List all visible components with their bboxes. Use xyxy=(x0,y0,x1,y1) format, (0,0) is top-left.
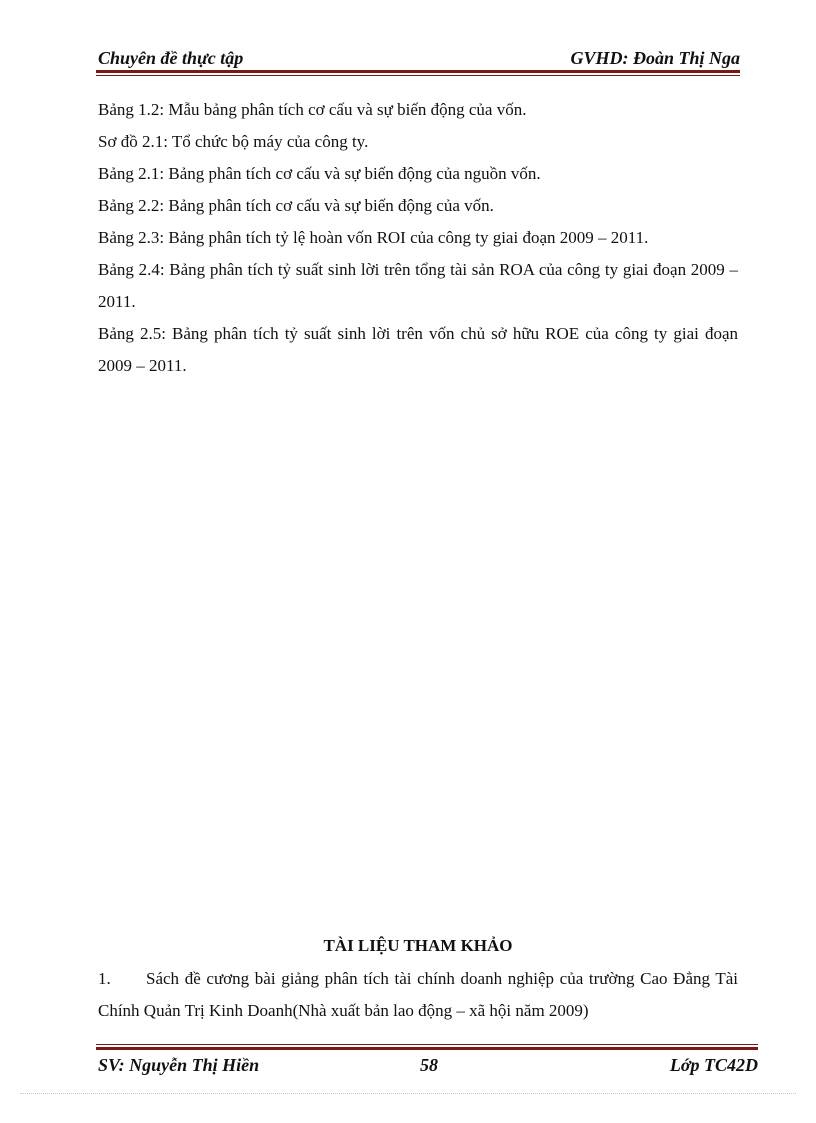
page-header xyxy=(98,46,740,70)
list-item: Bảng 2.4: Bảng phân tích tỷ suất sinh lời trên tổng tài sản ROA của công ty giai đoạn 2009 – 2011. xyxy=(98,260,738,311)
reference-text: Sách đề cương bài giảng phân tích tài chính doanh nghiệp của trường Cao Đẳng Tài Chính Quản Trị Kinh Doanh(Nhà xuất bản lao động – xã hội năm 2009) xyxy=(98,969,738,1020)
footer-class: Lớp TC42D xyxy=(669,1055,758,1075)
header-course-title: Chuyên đề thực tập xyxy=(98,48,244,68)
header-rule-thin xyxy=(96,75,740,76)
list-item: Bảng 2.1: Bảng phân tích cơ cấu và sự biến động của nguồn vốn. xyxy=(98,164,541,183)
reference-number: 1. xyxy=(98,969,111,988)
footer-student: SV: Nguyễn Thị Hiền xyxy=(98,1055,260,1075)
list-item: Sơ đồ 2.1: Tổ chức bộ máy của công ty. xyxy=(98,132,369,151)
page-number: 58 xyxy=(420,1055,438,1075)
header-supervisor: GVHD: Đoàn Thị Nga xyxy=(570,48,740,68)
list-item: Bảng 2.3: Bảng phân tích tỷ lệ hoàn vốn ROI của công ty giai đoạn 2009 – 2011. xyxy=(98,228,649,247)
page-break-divider xyxy=(20,1093,796,1094)
header-rule xyxy=(96,70,740,73)
footer-rule xyxy=(96,1047,758,1050)
page-footer xyxy=(98,1053,758,1077)
footer-rule-thin xyxy=(96,1044,758,1045)
reference-item xyxy=(98,963,738,1027)
list-item: Bảng 1.2: Mẫu bảng phân tích cơ cấu và sự biến động của vốn. xyxy=(98,100,527,119)
table-list xyxy=(98,94,738,382)
list-item: Bảng 2.2: Bảng phân tích cơ cấu và sự biến động của vốn. xyxy=(98,196,494,215)
references-heading: TÀI LIỆU THAM KHẢO xyxy=(323,936,513,955)
list-item: Bảng 2.5: Bảng phân tích tỷ suất sinh lời trên vốn chủ sở hữu ROE của công ty giai đoạn 2009 – 2011. xyxy=(98,324,738,375)
